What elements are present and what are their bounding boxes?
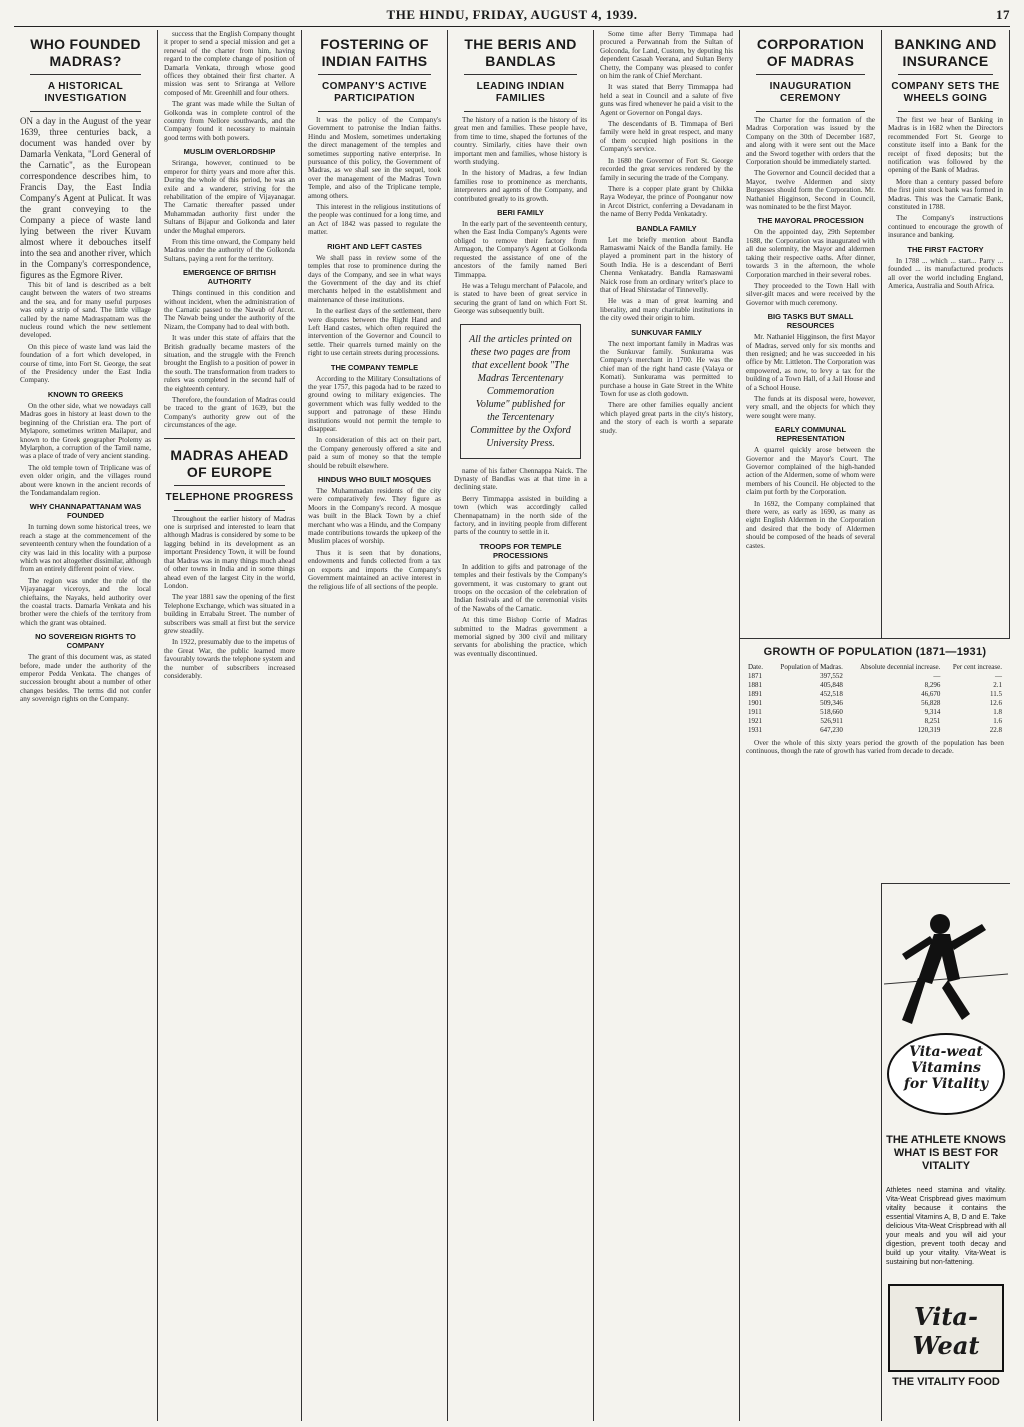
table-header: Date. Population of Madras. Absolute decennial increase. Per cent increase. [748,663,1002,671]
section-body: A quarrel quickly arose between the Governor and the Mayor's Court. The Governor complained of the high-handed action of the Aldermen, some of whom were members of his Council. He objected to the claim put forth by the Corporation. In 1692, the Company complained that there were, as early as 1690, as many as eight English Aldermen in the Corporation and desired that the body of Aldermen should be composed of the heads of several castes. [746,446,875,550]
section-mayoral: THE MAYORAL PROCESSION [757,216,864,226]
article-body: The Charter for the formation of the Madras Corporation was issued by the Company on the 30th of December 1687, and along with it were sent out the Mace and the Sword together with orders that the Corporation should be immediately started. The Governor and Council decided that a Mayor, twelve Aldermen and sixty Burgesses should form the Corporation. Mr. Nathaniel Higginson, Second in Council, was nominated to be the first Mayor. [746,116,875,212]
table-row: 1911 518,660 9,314 1.8 [748,708,1002,716]
ad-tagline: THE VITALITY FOOD [892,1376,1000,1388]
table-row: 1921 526,911 8,251 1.6 [748,717,1002,725]
population-section [740,638,1010,883]
section-channapattanam: WHY CHANNAPATTANAM WAS FOUNDED [29,502,142,521]
section-body: Let me briefly mention about Bandla Ramaswami Naick of the Bandla family. He played a prominent part in the history of South India. He is a descendant of Berri Chenna Venkatadry. Bandla Ramaswami Naick rose from an ordinary writer's place to that of Head Shirstadar of Tinnevelly. He was a man of great learning and liberality, and many charitable institutions in the city owed their origin to him. [600,235,733,323]
section-communal: EARLY COMMUNAL REPRESENTATION [774,425,847,444]
section-body: In 1788 ... which ... start... Parry ... founded ... its manufactured products all over the world including England, America, Australia and South Africa. [888,256,1003,290]
subhead-telephone: TELEPHONE PROGRESS [165,491,294,503]
subhead-inauguration: INAUGURATION CEREMONY [769,81,852,104]
headline-who-founded: WHO FOUNDED MADRAS? [30,36,141,69]
column-continuation [158,30,302,1421]
subhead-wheels: COMPANY SETS THE WHEELS GOING [891,81,1000,104]
lead-paragraph: ON a day in the August of the year 1639, three centuries back, a document was handed over by Damarla Venkata, "Lord General of the Carnatic", as the European correspondence describes him, to Francis Day, the East India Company's Agent at Pulicat. It was the grant conveying to the Company a piece of waste land lying between the river Kuvam almost where it debouches itself into the sea and another river, which in the Company's correspondence, figures as the Egmore River. [20,116,151,280]
article-body: The first we hear of Banking in Madras is in 1682 when the Directors recommended Fort St. George to constitute itself into a Bank for the receipt of fixed deposits; but the notification was followed by the opening of the Bank of Madras. More than a century passed before the first joint stock bank was formed in Madras. This was the Carnatic Bank, constituted in 1788. The Company's instructions continued to encourage the growth of insurance and banking. [888,116,1003,240]
article-body: The history of a nation is the history of its great men and families. These people have, from time to time, shaped the fortunes of the country. Similarly, cities have their own important men and families, whose history is worth studying. In the history of Madras, a few Indian families rose to prominence as merchants, interpreters and agents of the Company, and contributed greatly to its growth. [454,116,587,203]
section-sunkuvar-family: SUNKUVAR FAMILY [631,327,702,337]
telephone-body: Throughout the earlier history of Madras one is surprised and interested to learn that although Madras is considered by some to be lagging behind in its development as an important Presidency Town, it will be found that Madras was in many things much ahead of other towns in India and in some things ahead even of the largest City in the world, London. The year 1881 saw the opening of the first Telephone Exchange, which was situated in a building in Errabalu Street. The number of subscribers was small at first but the service grew steadily. In 1922, presumably due to the impetus of the Great War, the public learned more favourably towards the telephone system and the number of subscribers increased considerably. [164,514,295,680]
section-beri-family: BERI FAMILY [497,208,544,218]
article-body: success that the English Company thought it proper to send a special mission and get a renewal of the charter from him, having regard to the complete change of position of Damarla Venkata, through whose good offices they obtained their first charter. A mission was sent to Sriranga at Vellore composed of Mr. Greenhill and four others. The grant was made while the Sultan of Golkonda was in complete control of the country from Nellore southwards, and the Company found it necessary to maintain good terms with both powers. [164,30,295,142]
subhead-leading-families: LEADING INDIAN FAMILIES [476,81,565,104]
headline-corporation: CORPORATION OF MADRAS [756,36,865,69]
article-body: Some time after Berry Timmapa had procured a Perwannah from the Sultan of Golconda, for Land, Custom, by deputing his dependent Casaah Veerana, and Sultan Berry Chetty, the Company was pleased to confer on him the rank of Chief Merchant. It was stated that Berry Timmappa had held a seat in Council and a salute of five guns was fired whenever he paid a visit to the Agent or Governor on Pongal days. The descendants of B. Timmapa of Beri family were held in great respect, and many of them occupied high positions in the Company's service. In 1680 the Governor of Fort St. George recorded the great services rendered by the family in securing the trade of the Company. There is a copper plate grant by Chikka Raya Wodeyar, the prince of Poonganur now in Arcot District, conferring a Devadanam in the name of Berry Pedda Venkatadry. [600,30,733,219]
section-body: Sriranga, however, continued to be emperor for thirty years and more after this. During the whole of this period, he was an exile and a wanderer, striving for the rehabilitation of the empire of Vijayanagar. The Carnatic thereafter passed under Muhammadan authority first under the Sultans of Bijapur and Golkonda and later under the Mughal emperors. From this time onward, the Company held Madras under the authority of the Golkonda Sultans, paying a rent for the territory. [164,159,295,263]
section-body: The grant of this document was, as stated before, made under the authority of the emperor Pedda Venkata. The changes of succession brought about a number of other changes besides. The terms did not confer any sovereign rights on the Company. [20,653,151,704]
section-known-to-greeks: KNOWN TO GREEKS [47,389,124,399]
headline-beris-bandlas: THE BERIS AND BANDLAS [464,36,577,69]
section-body: We shall pass in review some of the temples that rose to prominence during the days of the Company, and see in what ways the Government of the day and its chief merchants helped in the establishment and maintenance of these institutions. In the earliest days of the settlement, there were disputes between the Right Hand and Left Hand castes, which often required the intervention of the Governor and Council to settle. Their quarrels turned mainly on the right to use certain streets during processions. [308,253,441,358]
subhead-historical: A HISTORICAL INVESTIGATION [44,81,127,104]
section-body: In turning down some historical trees, we reach a stage at the commencement of the seventeenth century when the foundation of a city was laid in this locality with a purpose which was not altogether dissimilar, although from an entirely different point of view. The region was under the rule of the Vijayanagar viceroys, and the local chieftains, the Nayaks, held authority over the coastal tracts. Damarla Venkata and his brother were the chiefs of the territory from which the grant was obtained. [20,523,151,627]
note-box: All the articles printed on these two pages are from that excellent book "The Madras Tercentenary Commemoration Volume" published for the Tercentenary Committee by the Oxford University Press. [460,324,581,459]
section-body: Mr. Nathaniel Higginson, the first Mayor of Madras, served only for six months and then resigned; and he was succeeded in his office by Mr. Littleton. The Corporation was empowered, as now, to levy a tax for the building of a Town Hall, of a Jail House and of a School House. The funds at its disposal were, however, very small, and the objects for which they were sought were many. [746,333,875,420]
table-row: 1891 452,518 46,670 11.5 [748,690,1002,698]
growth-body: Over the whole of this sixty years period the growth of the population has been continuous, though the rate of growth has varied from decade to decade. [746,739,1004,756]
page-number: 17 [996,7,1010,22]
brand-splash: Vita-weat Vitamins for Vitality [903,1044,989,1092]
headline-madras-ahead: MADRAS AHEAD OF EUROPE [170,446,289,480]
section-body: Things continued in this condition and without incident, when the administration of the Carnatic passed to the Nawab of Arcot. The Nawab being under the authority of the Nizam, the Company had to deal with both. It was under this state of affairs that the British gradually became masters of the situation, and the struggle with the French brought the English to a position of power in the south. The transformation from traders to rulers was completed in the second half of the eighteenth century. Therefore, the foundation of Madras could be traced to the grant of 1639, but the Company's authority grew out of the circumstances of the age. [164,289,295,430]
table-row: 1881 405,848 8,296 2.1 [748,681,1002,689]
section-troops: TROOPS FOR TEMPLE PROCESSIONS [479,541,562,560]
column-who-founded [14,30,158,1421]
section-body: According to the Military Consultations of the year 1757, this pagoda had to be razed to ground owing to military exigencies. The government which was fully wedded to the support and patronage of these Hindu institutions would not permit the temple to disappear. In consideration of this act on their part, the Company generously offered a site and paid a sum of money so that the temple should be rebuilt elsewhere. [308,374,441,470]
section-body: On the other side, what we nowadays call Madras goes in history at least down to the beginning of the Christian era. The port of Mylapore, sometimes written Mailapur, and known to the Greek geographer Ptolemy as Mylarphon, a corruption of the Tamil name, was a place of trade of very ancient standing. The old temple town of Triplicane was of even older origin, and the villages round about were known in the ancient records of the Tondamandalam region. [20,401,151,497]
section-body: In addition to gifts and patronage of the temples and their festivals by the Company's government, it was customary to grant out troops on the occasion of the celebration of Indian festivals and of the ceremonial visits of the Nawabs of the Carnatic. At this time Bishop Corrie of Madras submitted to the Madras government a memorial signed by 300 civil and military servants for abolishing the practice, which was eventually discontinued. [454,562,587,658]
section-muslim: MUSLIM OVERLORDSHIP [183,147,276,157]
section-body: The Muhammadan residents of the city were comparatively few. They figure as Moors in the Company's record. A mosque was built in the Black Town by a chief merchant who was a Hindu, and the Company made contributions towards the upkeep of the Muslim places of worship. Thus it is seen that by donations, endowments and funds collected from a tax on exports and imports the Company's Government maintained an active interest in the religious life of all sections of the people. [308,487,441,591]
column-indian-faiths [302,30,448,1421]
subhead-company-participation: COMPANY'S ACTIVE PARTICIPATION [322,81,427,104]
masthead-title: THE HINDU, FRIDAY, AUGUST 4, 1939. [386,7,638,22]
section-big-tasks: BIG TASKS BUT SMALL RESOURCES [767,312,854,331]
section-body: The next important family in Madras was the Sunkuvar family. Sunkurama was Company's merchant in 1700. He was the chief man of the right hand caste (Valaya or Komati). Sunkurama was permitted to purchase a house in Gate Street in the White Town for use as cloth godown. There are other families equally ancient which played great parts in the city's history, and the story of each is worth a separate study. [600,339,733,435]
section-emergence: EMERGENCE OF BRITISH AUTHORITY [183,268,276,287]
ad-headline: THE ATHLETE KNOWS WHAT IS BEST FOR VITALITY [886,1134,1006,1172]
headline-growth: GROWTH OF POPULATION (1871—1931) [763,646,987,658]
section-body: On the appointed day, 29th September 1688, the Corporation was inaugurated with all due solemnity, the Mayor and aldermen taking their respective oaths. After dinner, towards 3 in the afternoon, the whole Corporation marched in their several robes. They proceeded to the Town Hall with silver-gilt maces and were received by the Governor with much ceremony. [746,228,875,307]
table-row: 1931 647,230 120,319 22.8 [748,726,1002,734]
section-no-sovereign: NO SOVEREIGN RIGHTS TO COMPANY [35,632,136,651]
advertisement [882,883,1010,1421]
ad-logo: Vita-Weat [912,1302,980,1360]
headline-banking: BANKING AND INSURANCE [894,36,997,69]
article-body: It was the policy of the Company's Government to patronise the Indian faiths. Hindu and Moslem, sometimes undertaking the direct management of the temples and sometimes supporting native enterprise. In pursuance of this policy, the Government of Madras, as we shall see in the sequel, took over the management of the Madras Town Temple, and also of the Triplicane temple, among others. This interest in the religious institutions of the people was continued for a long time, and an Act of 1842 was passed to regulate the matter. [308,116,441,237]
table-row: 1871 397,552 — — [748,672,1002,680]
section-body: In the early part of the seventeenth century, when the East India Company's Agents were obliged to remove their factory from Armagon, the Company's Agent at Golkonda requested the assistance of one of the ancestors of the family named Beri Timmappa. He was a Telugu merchant of Palacole, and is stated to have been of great service in securing the grant of land on which Fort St. George was subsequently built. [454,220,587,316]
masthead [14,4,1010,27]
column-families-cont [594,30,740,1421]
section-body: name of his father Chennappa Naick. The Dynasty of Bandlas was at that time in a declining state. Berry Timmappa assisted in building a town (which was accordingly called Chennapatnam) in the north side of the factory, and in inviting people from different parts of the country to settle in it. [454,466,587,537]
ad-body: Athletes need stamina and vitality. Vita-Weat Crispbread gives maximum vitality because it contains the essential Vitamins A, B, D and E. Take delicious Vita-Weat Crispbread with all your meals and you will aid your digestion, prevent tooth decay and build up your vitality. Vita-Weat is sustaining but non-fattening. [886,1187,1006,1266]
section-bandla-family: BANDLA FAMILY [636,223,697,233]
population-table [746,663,1004,735]
table-row: 1901 509,346 56,828 12.6 [748,699,1002,707]
headline-indian-faiths: FOSTERING OF INDIAN FAITHS [320,36,429,69]
section-hindus-mosques: HINDUS WHO BUILT MOSQUES [317,475,432,485]
section-company-temple: THE COMPANY TEMPLE [330,362,419,372]
section-first-factory: THE FIRST FACTORY [907,244,984,254]
section-right-left-castes: RIGHT AND LEFT CASTES [327,241,422,251]
article-body: This bit of land is described as a belt caught between the waters of two streams and the sea, and for many useful purposes was only a strip of sand. The little village called by the name Madraspatnam was the nucleus round which the new settlement developed. On this piece of waste land was laid the foundation of a fort which developed, in course of time, into Fort St. George, the seat of the Presidency under the East India Company. [20,281,151,385]
column-beris-bandlas [448,30,594,1421]
